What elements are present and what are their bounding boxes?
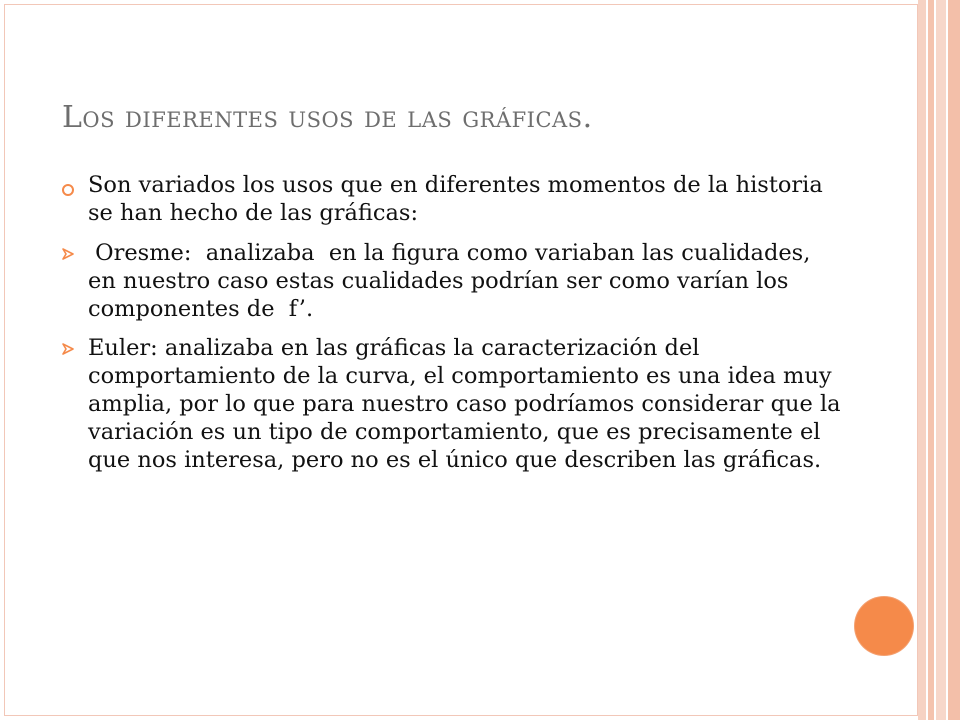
bullet-item-euler xyxy=(62,335,842,474)
arrow-bullet-icon xyxy=(62,248,74,260)
bullet-item-oresme xyxy=(62,240,842,324)
bullet-item-intro xyxy=(62,172,842,228)
stripe xyxy=(918,0,926,720)
slide-title: Los diferentes usos de las gráficas. xyxy=(62,100,593,135)
decorative-circle xyxy=(855,597,913,655)
decorative-stripes xyxy=(918,0,960,720)
bullet-text: Euler: analizaba en las gráficas la caracterización del comportamiento de la curva, el comportamiento es una idea muy amplia, por lo que para nuestro caso podríamos considerar que la variación es un tipo de comportamiento, que es precisamente el que nos interesa, pero no es el único que describen las gráficas. xyxy=(88,335,841,474)
bullet-text: Son variados los usos que en diferentes momentos de la historia se han hecho de las gráficas: xyxy=(88,172,823,226)
stripe xyxy=(936,0,946,720)
slide-body xyxy=(62,172,842,487)
bullet-text: Oresme: analizaba en la figura como variaban las cualidades, en nuestro caso estas cualidades podrían ser como varían los componentes de f’. xyxy=(88,239,818,322)
circle-bullet-icon xyxy=(62,184,74,196)
stripe xyxy=(948,0,960,720)
arrow-bullet-icon xyxy=(62,343,74,355)
